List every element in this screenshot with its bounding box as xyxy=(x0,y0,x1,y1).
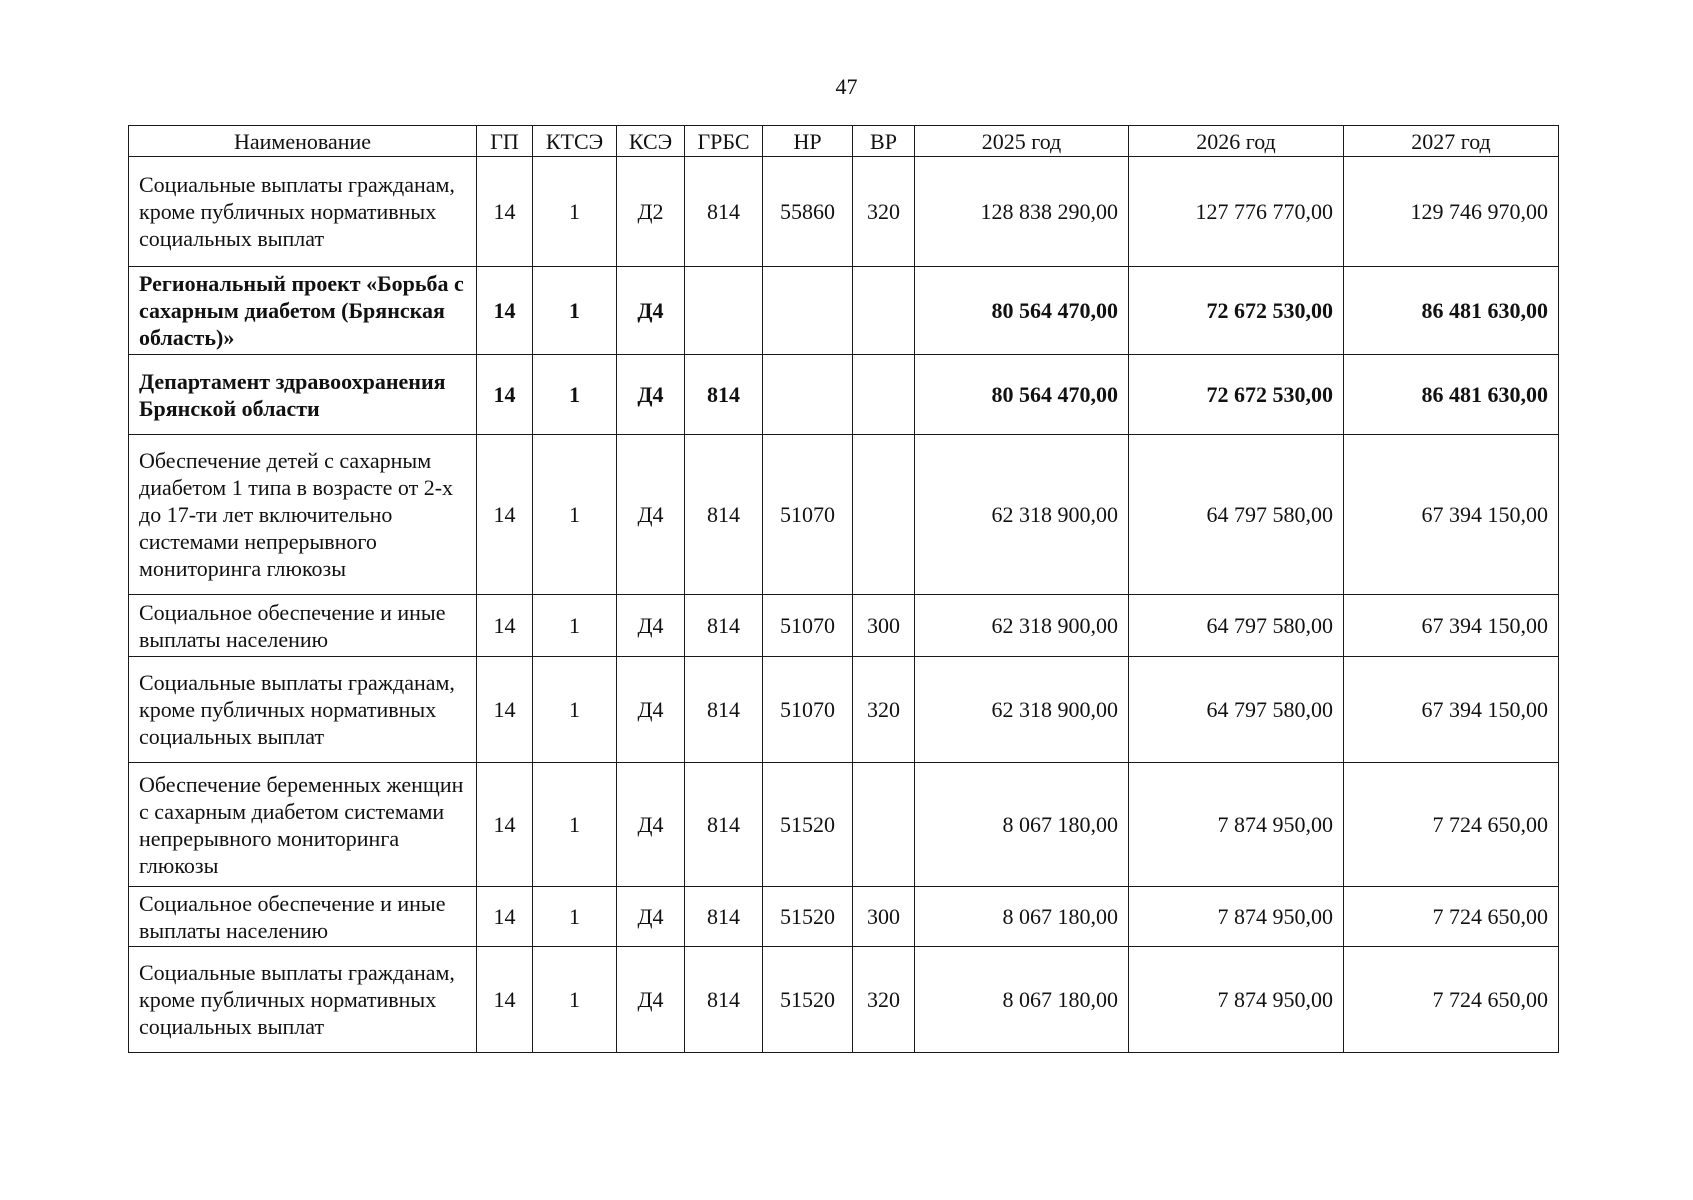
row-kse: Д4 xyxy=(617,267,685,355)
page-number: 47 xyxy=(835,74,858,99)
row-amount-2025: 62 318 900,00 xyxy=(915,657,1129,763)
row-grbs: 814 xyxy=(685,887,763,947)
header-vr: ВР xyxy=(853,126,915,157)
row-amount-2027: 7 724 650,00 xyxy=(1344,887,1559,947)
row-nr: 55860 xyxy=(763,157,853,267)
row-amount-2025: 80 564 470,00 xyxy=(915,355,1129,435)
row-ktse: 1 xyxy=(533,157,617,267)
header-2025: 2025 год xyxy=(915,126,1129,157)
row-nr xyxy=(763,355,853,435)
row-name: Департамент здравоохранения Брянской области xyxy=(129,355,477,435)
table-row xyxy=(129,763,1559,887)
header-2026: 2026 год xyxy=(1129,126,1344,157)
row-amount-2027: 129 746 970,00 xyxy=(1344,157,1559,267)
table-row xyxy=(129,267,1559,355)
row-vr: 300 xyxy=(853,887,915,947)
row-amount-2027: 86 481 630,00 xyxy=(1344,355,1559,435)
row-grbs xyxy=(685,267,763,355)
table-header-row xyxy=(129,126,1559,157)
header-name: Наименование xyxy=(129,126,477,157)
row-vr xyxy=(853,763,915,887)
row-name: Обеспечение детей с сахарным диабетом 1 типа в возрасте от 2-х до 17-ти лет включительно системами непрерывного мониторинга глюкозы xyxy=(129,435,477,595)
row-amount-2026: 7 874 950,00 xyxy=(1129,947,1344,1053)
row-ktse: 1 xyxy=(533,887,617,947)
row-gp: 14 xyxy=(477,657,533,763)
row-nr: 51070 xyxy=(763,657,853,763)
row-vr: 320 xyxy=(853,947,915,1053)
row-grbs: 814 xyxy=(685,435,763,595)
header-grbs: ГРБС xyxy=(685,126,763,157)
row-name: Социальные выплаты гражданам, кроме публичных нормативных социальных выплат xyxy=(129,947,477,1053)
row-kse: Д4 xyxy=(617,887,685,947)
row-amount-2026: 64 797 580,00 xyxy=(1129,595,1344,657)
row-amount-2025: 62 318 900,00 xyxy=(915,435,1129,595)
row-nr: 51520 xyxy=(763,887,853,947)
row-gp: 14 xyxy=(477,763,533,887)
row-vr: 300 xyxy=(853,595,915,657)
row-amount-2025: 128 838 290,00 xyxy=(915,157,1129,267)
row-amount-2027: 7 724 650,00 xyxy=(1344,763,1559,887)
row-amount-2027: 7 724 650,00 xyxy=(1344,947,1559,1053)
row-amount-2027: 86 481 630,00 xyxy=(1344,267,1559,355)
row-name: Региональный проект «Борьба с сахарным диабетом (Брянская область)» xyxy=(129,267,477,355)
row-grbs: 814 xyxy=(685,947,763,1053)
table-row xyxy=(129,355,1559,435)
header-nr: НР xyxy=(763,126,853,157)
row-kse: Д4 xyxy=(617,947,685,1053)
table-row xyxy=(129,657,1559,763)
row-amount-2027: 67 394 150,00 xyxy=(1344,435,1559,595)
header-2027: 2027 год xyxy=(1344,126,1559,157)
budget-table xyxy=(128,125,1559,1053)
row-grbs: 814 xyxy=(685,657,763,763)
row-gp: 14 xyxy=(477,267,533,355)
row-kse: Д4 xyxy=(617,435,685,595)
row-gp: 14 xyxy=(477,435,533,595)
row-amount-2025: 8 067 180,00 xyxy=(915,947,1129,1053)
table-row xyxy=(129,947,1559,1053)
row-name: Социальное обеспечение и иные выплаты населению xyxy=(129,595,477,657)
row-gp: 14 xyxy=(477,947,533,1053)
row-amount-2026: 127 776 770,00 xyxy=(1129,157,1344,267)
row-amount-2026: 72 672 530,00 xyxy=(1129,355,1344,435)
row-nr: 51070 xyxy=(763,435,853,595)
row-vr: 320 xyxy=(853,157,915,267)
row-amount-2025: 8 067 180,00 xyxy=(915,763,1129,887)
row-ktse: 1 xyxy=(533,267,617,355)
row-ktse: 1 xyxy=(533,595,617,657)
row-ktse: 1 xyxy=(533,355,617,435)
row-gp: 14 xyxy=(477,157,533,267)
row-vr xyxy=(853,435,915,595)
table-row xyxy=(129,887,1559,947)
table-row xyxy=(129,595,1559,657)
row-gp: 14 xyxy=(477,595,533,657)
row-nr: 51520 xyxy=(763,763,853,887)
header-gp: ГП xyxy=(477,126,533,157)
row-ktse: 1 xyxy=(533,435,617,595)
row-ktse: 1 xyxy=(533,657,617,763)
row-amount-2026: 64 797 580,00 xyxy=(1129,435,1344,595)
row-kse: Д4 xyxy=(617,763,685,887)
table-row xyxy=(129,435,1559,595)
row-kse: Д2 xyxy=(617,157,685,267)
row-vr xyxy=(853,355,915,435)
row-amount-2026: 7 874 950,00 xyxy=(1129,887,1344,947)
row-nr xyxy=(763,267,853,355)
row-kse: Д4 xyxy=(617,595,685,657)
table-body xyxy=(129,157,1559,1053)
row-amount-2025: 8 067 180,00 xyxy=(915,887,1129,947)
row-name: Социальное обеспечение и иные выплаты населению xyxy=(129,887,477,947)
row-grbs: 814 xyxy=(685,157,763,267)
row-amount-2026: 7 874 950,00 xyxy=(1129,763,1344,887)
row-grbs: 814 xyxy=(685,763,763,887)
row-amount-2026: 72 672 530,00 xyxy=(1129,267,1344,355)
row-amount-2027: 67 394 150,00 xyxy=(1344,595,1559,657)
row-ktse: 1 xyxy=(533,763,617,887)
row-name: Социальные выплаты гражданам, кроме публичных нормативных социальных выплат xyxy=(129,657,477,763)
header-kse: КСЭ xyxy=(617,126,685,157)
row-gp: 14 xyxy=(477,887,533,947)
row-grbs: 814 xyxy=(685,355,763,435)
row-kse: Д4 xyxy=(617,355,685,435)
row-amount-2025: 80 564 470,00 xyxy=(915,267,1129,355)
row-nr: 51520 xyxy=(763,947,853,1053)
row-amount-2026: 64 797 580,00 xyxy=(1129,657,1344,763)
header-ktse: КТСЭ xyxy=(533,126,617,157)
row-amount-2027: 67 394 150,00 xyxy=(1344,657,1559,763)
row-vr xyxy=(853,267,915,355)
row-grbs: 814 xyxy=(685,595,763,657)
row-amount-2025: 62 318 900,00 xyxy=(915,595,1129,657)
row-name: Обеспечение беременных женщин с сахарным диабетом системами непрерывного мониторинга глюкозы xyxy=(129,763,477,887)
table-row xyxy=(129,157,1559,267)
row-kse: Д4 xyxy=(617,657,685,763)
row-gp: 14 xyxy=(477,355,533,435)
row-ktse: 1 xyxy=(533,947,617,1053)
row-nr: 51070 xyxy=(763,595,853,657)
row-vr: 320 xyxy=(853,657,915,763)
row-name: Социальные выплаты гражданам, кроме публичных нормативных социальных выплат xyxy=(129,157,477,267)
